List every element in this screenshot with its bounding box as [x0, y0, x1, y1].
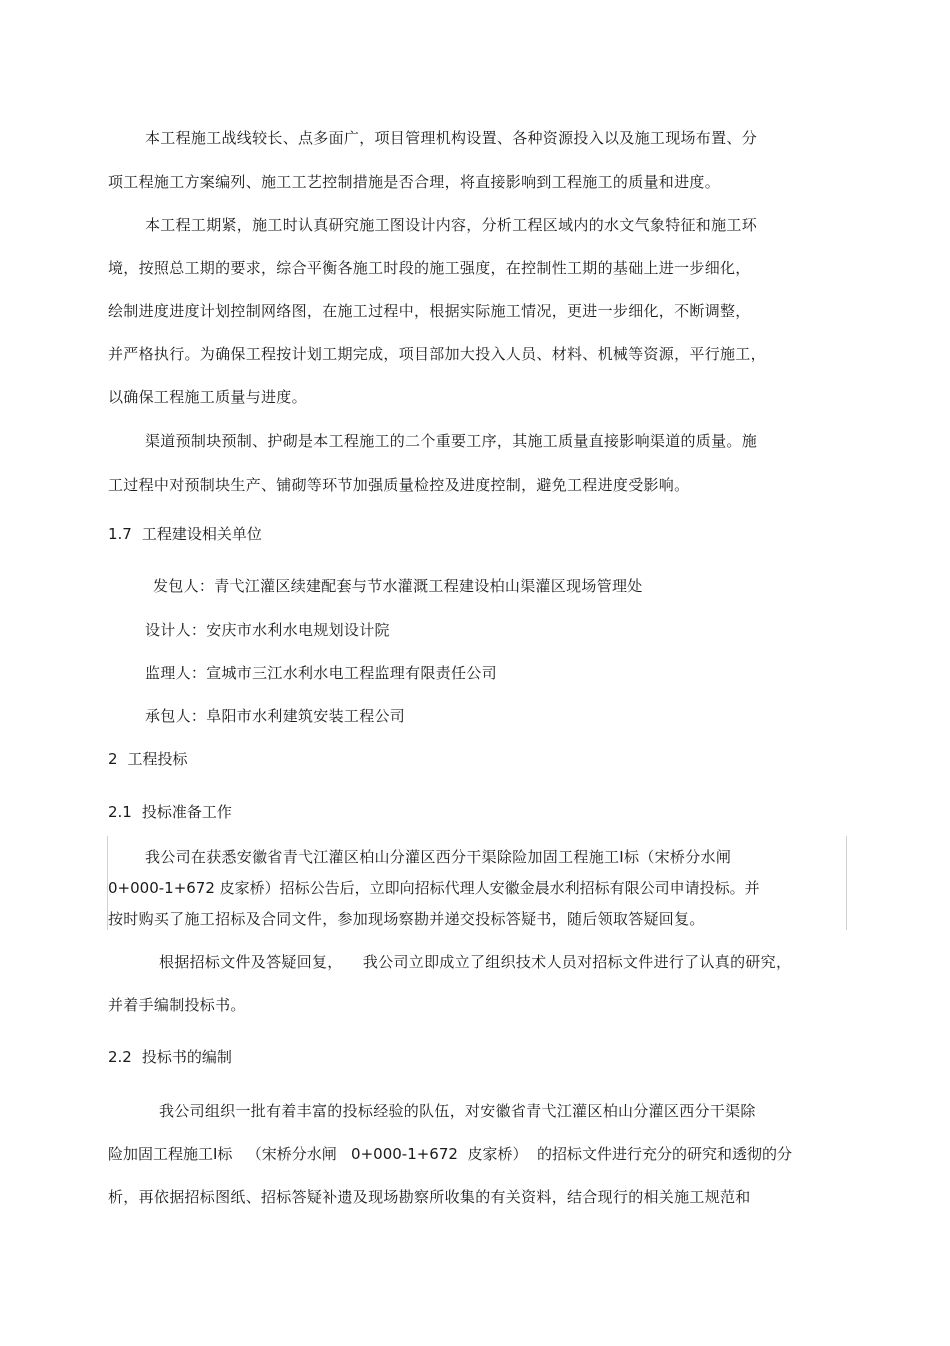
para2-line-3: 绘制进度进度计划控制网络图，在施工过程中，根据实际施工情况，更进一步细化，不断调整， [108, 302, 751, 320]
section-number: 2.1 [108, 803, 132, 821]
section-2-heading [108, 749, 188, 769]
right-margin-rule [846, 836, 847, 930]
section-title: 投标准备工作 [141, 803, 232, 821]
unit-contractor: 承包人：阜阳市水利建筑安装工程公司 [145, 707, 406, 725]
para6-line-1: 我公司组织一批有着丰富的投标经验的队伍，对安徽省青弋江灌区柏山分灌区西分干渠除 [159, 1102, 756, 1120]
para2-line-4: 并严格执行。为确保工程按计划工期完成，项目部加大投入人员、材料、机械等资源，平行施工， [108, 345, 766, 363]
unit-supervisor: 监理人：宣城市三江水利水电工程监理有限责任公司 [145, 664, 497, 682]
para2-line-5: 以确保工程施工质量与进度。 [108, 388, 307, 406]
section-number: 2.2 [108, 1048, 132, 1066]
section-number: 2 [108, 750, 118, 768]
para4-line-3: 按时购买了施工招标及合同文件，参加现场察勘并递交投标答疑书，随后领取答疑回复。 [108, 910, 705, 928]
section-title: 投标书的编制 [141, 1048, 232, 1066]
section-2-2-heading [108, 1047, 232, 1067]
unit-employer: 发包人：青弋江灌区续建配套与节水灌溉工程建设柏山渠灌区现场管理处 [153, 577, 643, 595]
para3-line-2: 工过程中对预制块生产、铺砌等环节加强质量检控及进度控制，避免工程进度受影响。 [108, 476, 690, 494]
para6-line-2: 险加固工程施工Ⅰ标 （宋桥分水闸 0+000-1+672 皮家桥） 的招标文件进行充分的研究和透彻的分 [108, 1145, 793, 1163]
para2-line-1: 本工程工期紧，施工时认真研究施工图设计内容，分析工程区域内的水文气象特征和施工环 [145, 216, 758, 234]
para1-line-1: 本工程施工战线较长、点多面广，项目管理机构设置、各种资源投入以及施工现场布置、分 [145, 129, 758, 147]
para5-line-2: 并着手编制投标书。 [108, 996, 246, 1014]
section-title: 工程建设相关单位 [141, 525, 262, 543]
para5-line-1: 根据招标文件及答疑回复， 我公司立即成立了组织技术人员对招标文件进行了认真的研究， [159, 953, 792, 971]
section-title: 工程投标 [127, 750, 188, 768]
para3-line-1: 渠道预制块预制、护砌是本工程施工的二个重要工序，其施工质量直接影响渠道的质量。施 [145, 432, 758, 450]
section-1-7-heading [108, 524, 262, 544]
unit-designer: 设计人：安庆市水利水电规划设计院 [145, 621, 390, 639]
para4-line-1: 我公司在获悉安徽省青弋江灌区柏山分灌区西分干渠除险加固工程施工Ⅰ标（宋桥分水闸 [145, 848, 732, 866]
para4-line-2: 0+000-1+672 皮家桥）招标公告后，立即向招标代理人安徽金晨水利招标有限公司申请投标。并 [108, 879, 760, 897]
para6-line-3: 析，再依据招标图纸、招标答疑补遗及现场勘察所收集的有关资料，结合现行的相关施工规范和 [108, 1188, 751, 1206]
para2-line-2: 境，按照总工期的要求，综合平衡各施工时段的施工强度，在控制性工期的基础上进一步细化， [108, 259, 751, 277]
para1-line-2: 项工程施工方案编列、施工工艺控制措施是否合理，将直接影响到工程施工的质量和进度。 [108, 173, 721, 191]
section-number: 1.7 [108, 525, 132, 543]
section-2-1-heading [108, 802, 232, 822]
